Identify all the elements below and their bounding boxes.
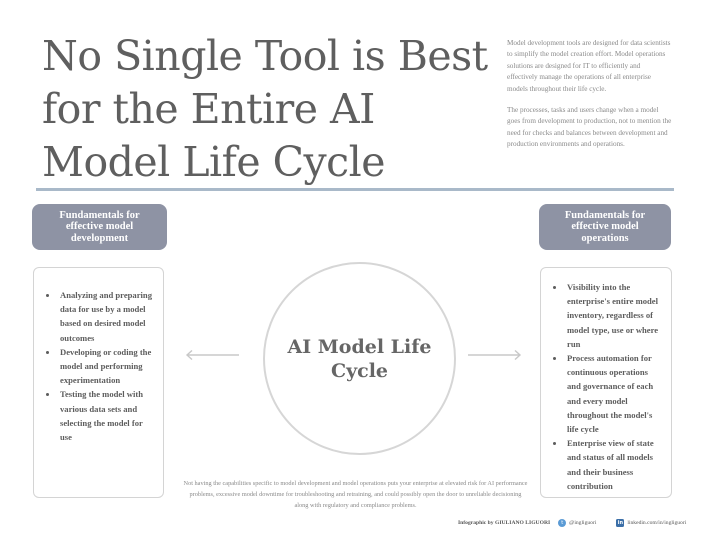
operations-heading: Fundamentals for effective model operations	[539, 204, 671, 250]
linkedin-link[interactable]: linkedin.com/in/ingliguori	[627, 520, 687, 526]
left-arrow-icon	[185, 350, 239, 360]
operations-box	[540, 267, 672, 498]
development-item: • Testing the model with various data sets and selecting the model for use	[58, 387, 153, 444]
life-cycle-circle	[263, 262, 456, 455]
operations-item: • Visibility into the enterprise's entire model inventory, regardless of model type, use or where run	[565, 280, 663, 351]
page-title: No Single Tool is Best for the Entire AI Model Life Cycle	[42, 32, 488, 186]
linkedin-icon: in	[617, 520, 624, 526]
operations-item: • Enterprise view of state and status of all models and their business contribution	[565, 436, 663, 493]
operations-item: • Process automation for continuous operations and governance of each and every model throughout the model's life cycle	[565, 351, 663, 436]
development-item: • Analyzing and preparing data for use by a model based on desired model outcomes	[58, 288, 153, 345]
life-cycle-label: AI Model Life Cycle	[287, 335, 432, 382]
operations-list	[543, 280, 663, 493]
development-list	[36, 288, 153, 444]
credits	[458, 519, 686, 527]
intro-paragraph-1: Model development tools are designed for data scientists to simplify the model creation effort. Model operations solutions are designed for IT to efficiently and effectively manage the operations of all enterprise models throughout their life cycle.	[507, 39, 671, 93]
development-box	[33, 267, 164, 498]
footnote: Not having the capabilities specific to model development and model operations puts your enterprise at elevated risk for AI performance problems, excessive model downtime for troubleshooting and retraining, and could possibly open the door to unreliable decisioning along with regulatory and compliance problems.	[183, 480, 528, 509]
development-item: • Developing or coding the model and performing experimentation	[58, 345, 153, 388]
right-arrow-icon	[468, 350, 522, 360]
intro-paragraph-2: The processes, tasks and users change when a model goes from development to production, not to mention the need for checks and balances between development and production environments and operations.	[507, 106, 672, 149]
twitter-handle[interactable]: @ingliguori	[569, 520, 597, 526]
intro-text	[507, 38, 672, 161]
twitter-icon: t	[558, 519, 566, 527]
credit-author: Infographic by GIULIANO LIGUORI	[458, 520, 551, 526]
section-divider	[36, 188, 674, 191]
development-heading: Fundamentals for effective model development	[32, 204, 167, 250]
